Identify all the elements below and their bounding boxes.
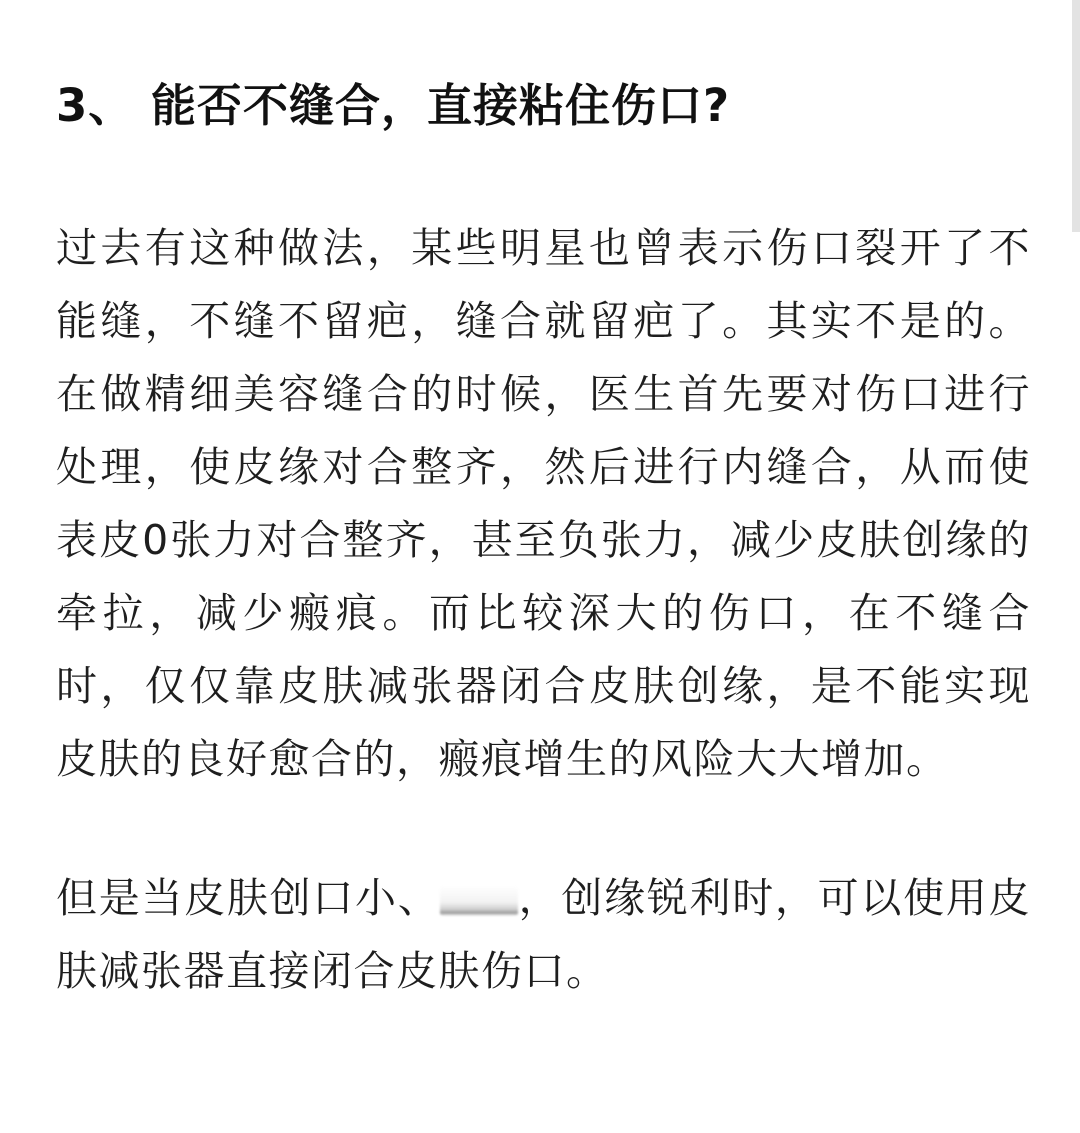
section-heading: 3、 能否不缝合，直接粘住伤口? [56, 79, 731, 132]
paragraph-suturing-explanation: 过去有这种做法，某些明星也曾表示伤口裂开了不能缝，不缝不留疤，缝合就留疤了。其实不是的。在做精细美容缝合的时候，医生首先要对伤口进行处理，使皮缘对合整齐，然后进行内缝合，从而使表皮0张力对合整齐，甚至负张力，减少皮肤创缘的牵拉，减少瘢痕。而比较深大的伤口，在不缝合时，仅仅靠皮肤减张器闭合皮肤创缘，是不能实现皮肤的良好愈合的，瘢痕增生的风险大大增加。 [56, 224, 1031, 783]
paragraph-text-start: 但是当皮肤创口小、 [56, 874, 441, 922]
scrollbar[interactable] [1072, 0, 1080, 232]
redacted-text-mark [440, 886, 518, 916]
paragraph-text-end: ，创缘锐利时，可以使用皮肤减张器直接闭合皮肤伤口。 [56, 874, 1032, 995]
paragraph-tension-reducer [56, 862, 1031, 1008]
article-body [56, 66, 1031, 1008]
